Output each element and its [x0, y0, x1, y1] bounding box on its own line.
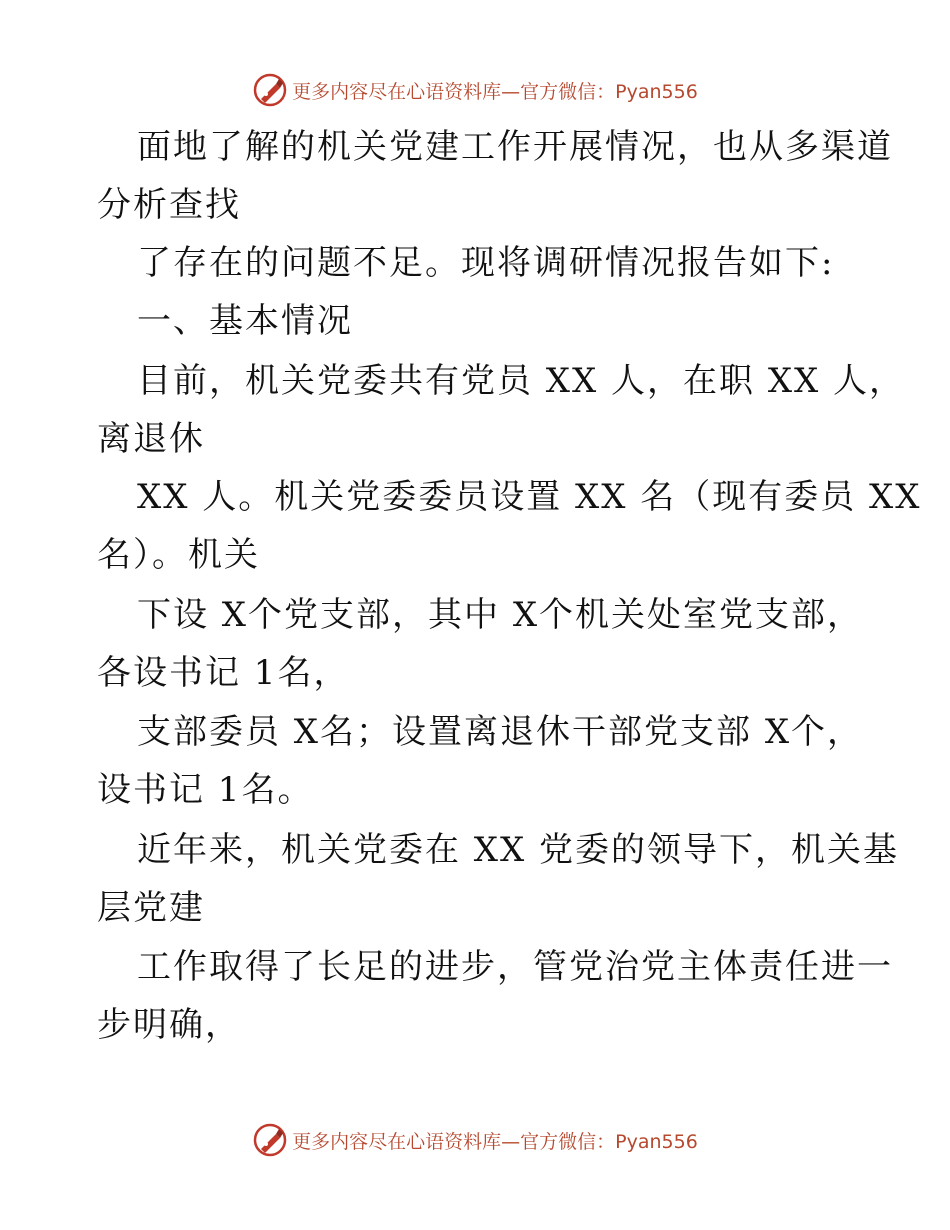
body-line: 支部委员 X名；设置离退休干部党支部 X个，: [137, 712, 864, 752]
banner-contact-text: 官方微信：Pyan556: [520, 80, 698, 103]
header-banner: [0, 70, 950, 110]
body-line: 分析查找: [97, 185, 241, 225]
body-line: 近年来，机关党委在 XX 党委的领导下，机关基: [137, 830, 900, 870]
pen-logo-icon: [252, 1122, 288, 1158]
body-line: 目前，机关党委共有党员 XX 人，在职 XX 人，: [137, 361, 906, 401]
banner-site-text: 更多内容尽在心语资料库—: [292, 1130, 521, 1153]
body-line: 下设 X个党支部，其中 X个机关处室党支部，: [137, 595, 864, 635]
body-line: 设书记 1名。: [97, 770, 314, 810]
body-line: 离退休: [97, 419, 205, 459]
banner-site-text: 更多内容尽在心语资料库—: [292, 80, 521, 103]
body-line: 面地了解的机关党建工作开展情况，也从多渠道: [137, 127, 893, 167]
body-line: 了存在的问题不足。现将调研情况报告如下:: [137, 243, 835, 283]
body-line: 名）。机关: [97, 535, 260, 575]
body-line: 层党建: [97, 888, 205, 928]
section-heading: 一、基本情况: [137, 301, 353, 341]
body-line: XX 人。机关党委委员设置 XX 名（现有委员 XX: [137, 477, 922, 517]
body-line: 各设书记 1名，: [97, 653, 350, 693]
body-line: 步明确，: [97, 1005, 241, 1045]
banner-contact-text: 官方微信：Pyan556: [520, 1130, 698, 1153]
pen-logo-icon: [252, 72, 288, 108]
body-line: 工作取得了长足的进步，管党治党主体责任进一: [137, 947, 893, 987]
footer-banner: [0, 1120, 950, 1160]
